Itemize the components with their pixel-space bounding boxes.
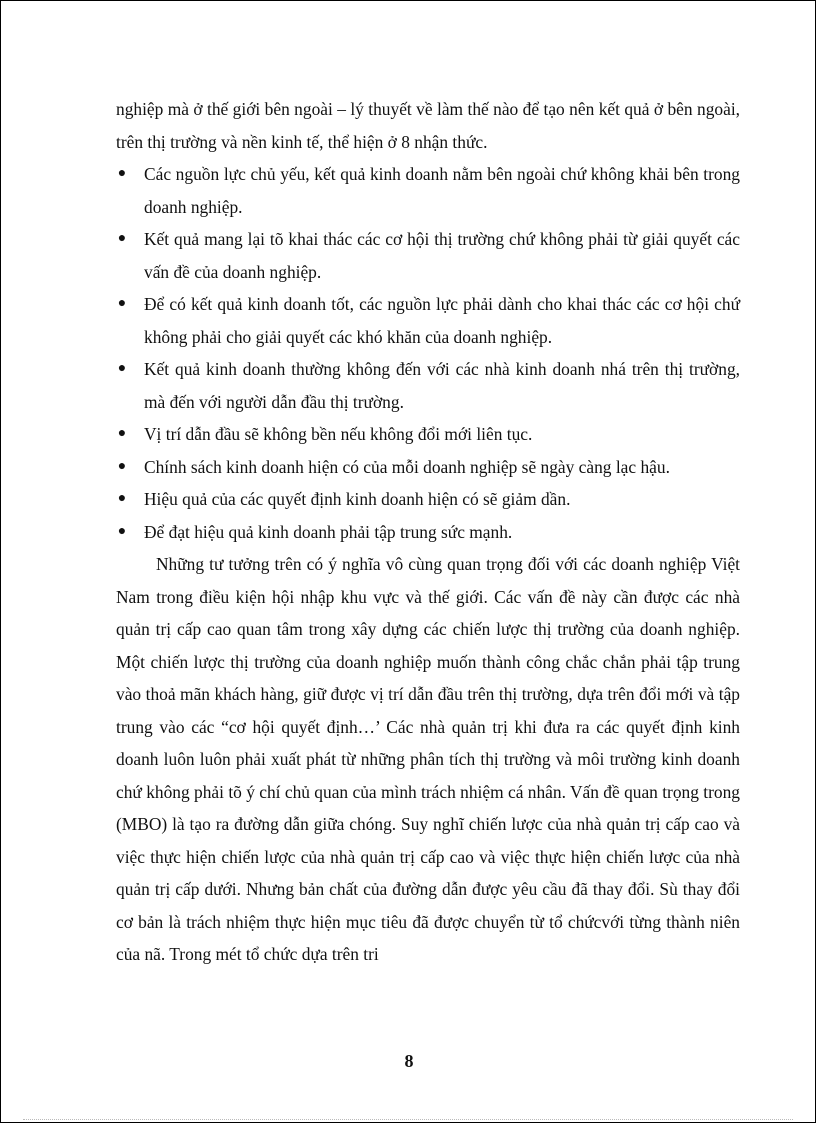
bullet-icon: ●: [117, 231, 127, 246]
bullet-icon: ●: [117, 166, 127, 181]
bullet-icon: ●: [117, 426, 127, 441]
page-body: [116, 93, 740, 971]
list-item-text: Hiệu quả của các quyết định kinh doanh hiện có sẽ giảm dần.: [144, 489, 571, 509]
bullet-icon: ●: [117, 491, 127, 506]
footer-divider: [23, 1119, 793, 1120]
body-paragraph: Những tư tưởng trên có ý nghĩa vô cùng quan trọng đối với các doanh nghiệp Việt Nam trong điều kiện hội nhập khu vực và thế giới. Các vấn đề này cần được các nhà quản trị cấp cao quan tâm trong xây dựng các chiến lược thị trường của doanh nghiệp. Một chiến lược thị trường của doanh nghiệp muốn thành công chắc chắn phải tập trung vào thoả mãn khách hàng, giữ được vị trí dẫn đầu trên thị trường, dựa trên đổi mới và tập trung vào các “cơ hội quyết định…’ Các nhà quản trị khi đưa ra các quyết định kinh doanh luôn luôn phải xuất phát từ những phân tích thị trường và môi trường kinh doanh chứ không phải tõ ý chí chủ quan của mình trách nhiệm cá nhân. Vấn đề quan trọng trong (MBO) là tạo ra đường dẫn giữa chóng. Suy nghĩ chiến lược của nhà quản trị cấp cao và việc thực hiện chiến lược của nhà quản trị cấp cao và việc thực hiện chiến lược của nhà quản trị cấp dưới. Nhưng bản chất của đường dẫn được yêu cầu đã thay đổi. Sù thay đổi cơ bản là trách nhiệm thực hiện mục tiêu đã được chuyển từ tổ chứcvới từng thành niên của nã. Trong mét tổ chức dựa trên tri: [116, 554, 740, 964]
list-item: [116, 451, 740, 484]
list-item: [116, 158, 740, 223]
bullet-list: [116, 158, 740, 548]
list-item-text: Chính sách kinh doanh hiện có của mỗi doanh nghiệp sẽ ngày càng lạc hậu.: [144, 456, 670, 477]
list-item: [116, 418, 740, 451]
bullet-icon: ●: [117, 296, 127, 311]
list-item-text: Các nguồn lực chủ yếu, kết quả kinh doanh nằm bên ngoài chứ không khải bên trong doanh nghiệp.: [144, 164, 740, 217]
list-item: [116, 353, 740, 418]
bullet-icon: ●: [117, 458, 127, 474]
list-item-text: Kết quả mang lại tõ khai thác các cơ hội thị trường chứ không phải từ giải quyết các vấn đề của doanh nghiệp.: [144, 229, 740, 282]
list-item-text: Vị trí dẫn đầu sẽ không bền nếu không đổi mới liên tục.: [144, 424, 533, 444]
list-item: [116, 516, 740, 549]
bullet-icon: ●: [117, 361, 127, 376]
list-item-text: Để có kết quả kinh doanh tốt, các nguồn lực phải dành cho khai thác các cơ hội chứ không phải cho giải quyết các khó khăn của doanh nghiệp.: [144, 294, 740, 347]
list-item-text: Kết quả kinh doanh thường không đến với các nhà kinh doanh nhá trên thị trường, mà đến với người dẫn đầu thị trường.: [144, 359, 740, 412]
page-number: 8: [404, 1051, 414, 1071]
list-item: [116, 288, 740, 353]
list-item: [116, 483, 740, 516]
list-item-text: Để đạt hiệu quả kinh doanh phải tập trung sức mạnh.: [144, 521, 513, 542]
bullet-icon: ●: [117, 523, 127, 539]
list-item: [116, 223, 740, 288]
intro-paragraph: nghiệp mà ở thế giới bên ngoài – lý thuyết về làm thế nào để tạo nên kết quả ở bên ngoài, trên thị trường và nền kinh tế, thể hiện ở 8 nhận thức.: [116, 99, 740, 152]
